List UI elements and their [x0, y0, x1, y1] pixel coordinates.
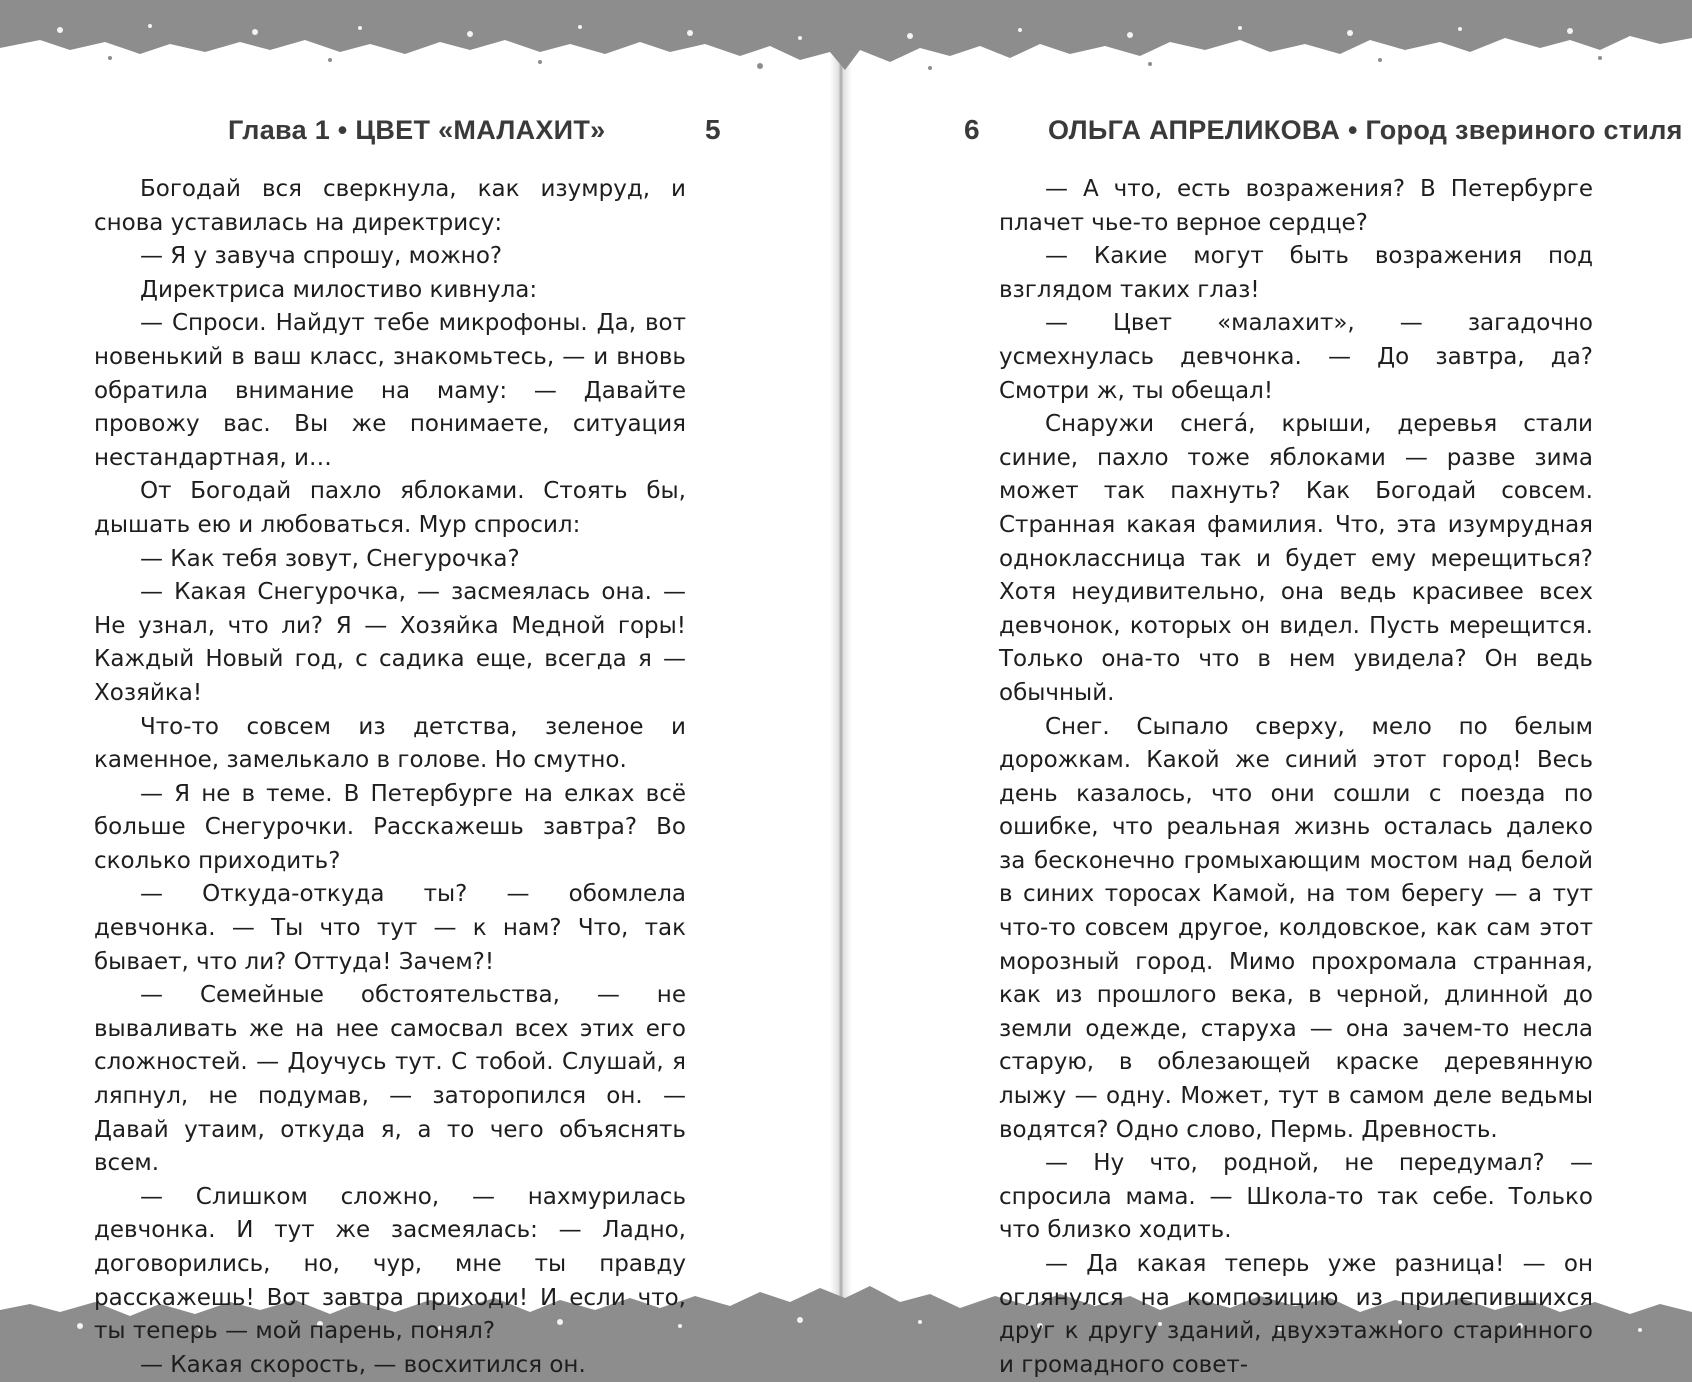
paragraph: — Цвет «малахит», — загадочно усмехнулась девчонка. — До завтра, да? Смотри ж, ты обещал! — [999, 310, 1593, 404]
left-running-head: Глава 1 • ЦВЕТ «МАЛАХИТ» — [228, 115, 606, 145]
right-text-block — [999, 173, 1593, 1382]
paragraph: Богодай вся сверкнула, как изумруд, и снова уставилась на директрису: — [94, 176, 686, 236]
paragraph: — Какие могут быть возражения под взглядом таких глаз! — [999, 243, 1593, 303]
paragraph: — Откуда-откуда ты? — обомлела девчонка. — Ты что тут — к нам? Что, так бывает, что ли? Оттуда! Зачем?! — [94, 881, 686, 975]
paragraph: Снаружи снега́, крыши, деревья стали синие, пахло тоже яблоками — разве зима может так пахнуть? Как Богодай совсем. Странная какая фамилия. Что, эта изумрудная одноклассница так и будет ему мерещиться? Хотя неудивительно, она ведь красивее всех девчонок, которых он видел. Пусть мерещится. Только она-то что в нем увидела? Он ведь обычный. — [999, 411, 1593, 706]
paragraph: — Спроси. Найдут тебе микрофоны. Да, вот новенький в ваш класс, знакомьтесь, — и вновь обратила внимание на маму: — Давайте провожу вас. Вы же понимаете, ситуация нестандартная, и… — [94, 310, 686, 471]
torn-top-edge — [0, 0, 1692, 90]
paragraph: — Да какая теперь уже разница! — он оглянулся на композицию из прилепившихся друг к другу зданий, двухэтажного старинного и громадного совет- — [999, 1251, 1593, 1378]
paragraph: — Какая Снегурочка, — засмеялась она. — Не узнал, что ли? Я — Хозяйка Медной горы! Каждый Новый год, с садика еще, всегда я — Хозяйка! — [94, 579, 686, 706]
left-page-number: 5 — [705, 114, 721, 145]
right-running-head: ОЛЬГА АПРЕЛИКОВА • Город звериного стиля — [1048, 115, 1683, 145]
paragraph: Что-то совсем из детства, зеленое и каменное, замелькало в голове. Но смутно. — [94, 713, 686, 774]
paragraph: — А что, есть возражения? В Петербурге плачет чье-то верное сердце? — [999, 176, 1593, 236]
paragraph: — Ну что, родной, не передумал? — спросила мама. — Школа-то так себе. Только что близко ходить. — [999, 1150, 1593, 1244]
left-text-block — [94, 173, 686, 1382]
paragraph: — Как тебя зовут, Снегурочка? — [140, 545, 520, 572]
book-gutter — [830, 0, 852, 1351]
paragraph: Снег. Сыпало сверху, мело по белым дорожкам. Какой же синий этот город! Весь день казалось, что они сошли с поезда по ошибке, что реальная жизнь осталась далеко за бесконечно громыхающим мостом над белой в синих торосах Камой, на том берегу — а тут что-то совсем другое, колдовское, как сам этот морозный город. Мимо прохромала странная, как из прошлого века, в черной, длинной до земли одежде, старуха — она зачем-то несла старую, в облезающей краске деревянную лыжу — одну. Может, тут в самом деле ведьмы водятся? Одно слово, Пермь. Древность. — [999, 713, 1593, 1143]
paragraph: — Я не в теме. В Петербурге на елках всё больше Снегурочки. Расскажешь завтра? Во сколько приходить? — [94, 780, 686, 874]
right-page-number: 6 — [964, 114, 980, 145]
paragraph: Директриса милостиво кивнула: — [140, 276, 538, 303]
paragraph: — Какая скорость, — восхитился он. — [140, 1351, 586, 1378]
paragraph: — Я у завуча спрошу, можно? — [140, 243, 503, 270]
paragraph: — Семейные обстоятельства, — не вываливать же на нее самосвал всех этих его сложностей. — Доучусь тут. С тобой. Слушай, я ляпнул, не подумав, — заторопился он. — Давай утаим, откуда я, а то чего объяснять всем. — [94, 982, 686, 1177]
paragraph: — Слишком сложно, — нахмурилась девчонка. И тут же засмеялась: — Ладно, договорились, но, чур, мне ты правду расскажешь! Вот завтра приходи! И если что, ты теперь — мой парень, понял? — [94, 1183, 686, 1345]
paragraph: От Богодай пахло яблоками. Стоять бы, дышать ею и любоваться. Мур спросил: — [94, 478, 686, 538]
